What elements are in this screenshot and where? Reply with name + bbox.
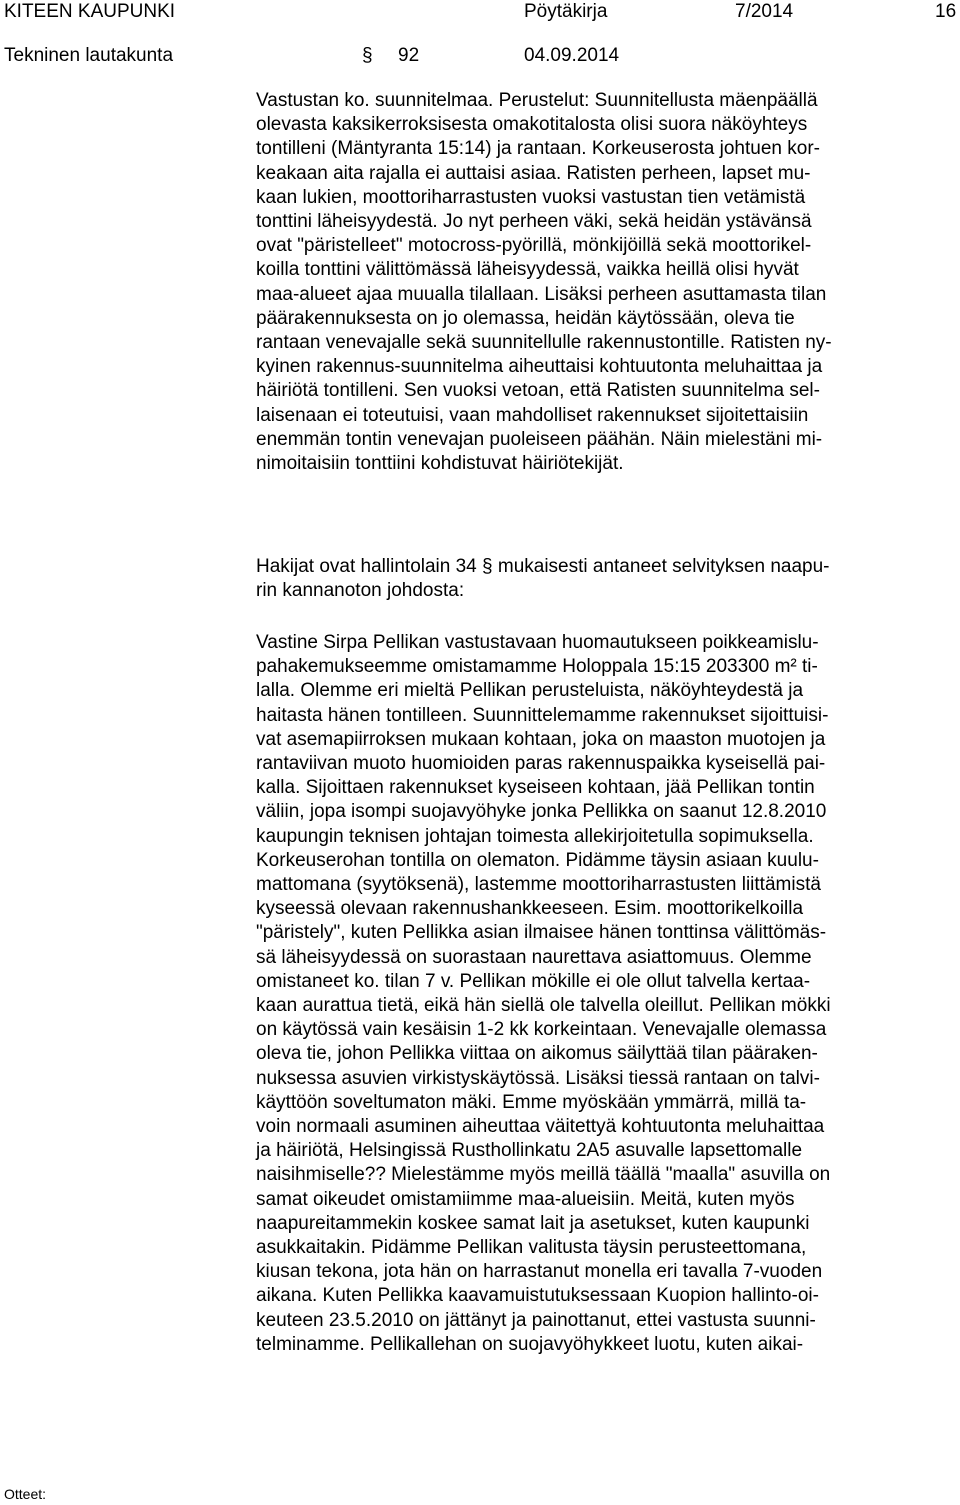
text-line: ja häiriötä, Helsingissä Rusthollinkatu 2A5 asuvalle lapsettomalle: [256, 1140, 803, 1162]
page-number: 16: [935, 1, 957, 22]
text-line: häiriötä tontilleni. Sen vuoksi vetoan, että Ratisten suunnitelma sel-: [256, 380, 820, 402]
text-line: Korkeuserohan tontilla on olematon. Pidämme täysin asiaan kuulu-: [256, 849, 819, 871]
text-line: kalla. Sijoittaen rakennukset kyseiseen kohtaan, jää Pellikan tontin: [256, 777, 815, 799]
footer-label: Otteet:: [4, 1486, 47, 1502]
hearing-paragraph: [256, 555, 958, 603]
text-line: omistaneet ko. tilan 7 v. Pellikan mökille ei ole ollut talvella kertaa-: [256, 970, 811, 992]
text-line: koilla tonttini välittömässä läheisyydessä, vaikka heillä olisi hyvät: [256, 259, 799, 281]
text-line: samat oikeudet omistamiimme maa-alueisiin. Meitä, kuten myös: [256, 1188, 795, 1210]
text-line: vat asemapiirroksen mukaan kohtaan, joka on maaston muotojen ja: [256, 728, 826, 750]
text-line: on käytössä vain kesäisin 1-2 kk korkeintaan. Venevajalle olemassa: [256, 1019, 827, 1041]
text-line: asukkaitakin. Pidämme Pellikan valitusta täysin perusteettomana,: [256, 1237, 807, 1259]
text-line: "päristely", kuten Pellikka asian ilmaisee hänen tonttinsa välittömäs-: [256, 922, 827, 944]
text-line: Vastustan ko. suunnitelmaa. Perustelut: Suunnitellusta mäenpäällä: [256, 90, 818, 111]
org-name: KITEEN KAUPUNKI: [4, 1, 176, 22]
text-line: naapureitammekin koskee samat lait ja asetukset, kuten kaupunki: [256, 1212, 810, 1234]
text-line: maa-alueet ajaa muualla tilallaan. Lisäksi perheen asuttamasta tilan: [256, 283, 827, 305]
text-line: pahakemukseemme omistamamme Holoppala 15:15 203300 m² ti-: [256, 656, 818, 678]
section-number: 92: [398, 45, 420, 66]
committee-name: Tekninen lautakunta: [4, 45, 174, 66]
response-paragraph: [256, 631, 958, 1357]
text-line: nimoitaisiin tonttiini kohdistuvat häiriötekijät.: [256, 453, 624, 475]
text-line: lalla. Olemme eri mieltä Pellikan perusteluista, näköyhteydestä ja: [256, 680, 804, 702]
text-line: rantaan venevajalle sekä suunnitellulle rakennustontille. Ratisten ny-: [256, 332, 832, 354]
text-line: enemmän tontin venevajan puoleiseen päähän. Näin mielestäni mi-: [256, 428, 823, 450]
text-line: Hakijat ovat hallintolain 34 § mukaisesti antaneet selvityksen naapu-: [256, 556, 830, 577]
text-line: väliin, jopa isompi suojavyöhyke jonka Pellikka on saanut 12.8.2010: [256, 801, 827, 823]
text-line: naisihmiselle?? Mielestämme myös meillä täällä "maalla" asuvilla on: [256, 1164, 831, 1186]
text-line: päärakennuksesta on jo olemassa, heidän käytössään, oleva tie: [256, 307, 795, 329]
text-line: haitasta hänen tontilleen. Suunnittelemamme rakennukset sijoittuisi-: [256, 704, 829, 726]
text-line: kyinen rakennus-suunnitelma aiheuttaisi kohtuutonta meluhaittaa ja: [256, 356, 823, 378]
meeting-date: 04.09.2014: [524, 45, 620, 66]
text-line: telminamme. Pellikallehan on suojavyöhykkeet luotu, kuten aikai-: [256, 1333, 804, 1355]
text-line: rantaviivan muoto huomioiden paras rakennuspaikka kyseisellä pai-: [256, 753, 826, 775]
text-line: kiusan tekona, jota hän on harrastanut monella eri tavalla 7-vuoden: [256, 1261, 823, 1283]
document-type: Pöytäkirja: [524, 1, 608, 22]
text-line: sä läheisyydessä on suorastaan naurettava asiattomuus. Olemme: [256, 946, 812, 968]
text-line: tonttini läheisyydestä. Jo nyt perheen väki, sekä heidän ystävänsä: [256, 211, 812, 233]
text-line: voin normaali asuminen aiheuttaa väitettyä kohtuutonta meluhaittaa: [256, 1116, 825, 1138]
text-line: aikana. Kuten Pellikka kaavamuistutuksessaan Kuopion hallinto-oi-: [256, 1285, 819, 1307]
text-line: oleva tie, johon Pellikka viittaa on aikomus säilyttää tilan pääraken-: [256, 1043, 818, 1065]
text-line: Vastine Sirpa Pellikan vastustavaan huomautukseen poikkeamislu-: [256, 632, 819, 653]
text-line: keuteen 23.5.2010 on jättänyt ja painottanut, ettei vastusta suunni-: [256, 1309, 816, 1331]
text-line: kaan lukien, moottoriharrastusten vuoksi vastustan tien vetämistä: [256, 186, 806, 208]
text-line: käyttöön soveltumaton mäki. Emme myöskään ymmärrä, millä ta-: [256, 1091, 807, 1113]
text-line: nuksessa asuvien virkistyskäytössä. Lisäksi tiessä rantaan on talvi-: [256, 1067, 820, 1089]
text-line: laisenaan ei toteutuisi, vaan mahdolliset rakennukset sijoitettaisiin: [256, 404, 809, 426]
text-line: kaupungin teknisen johtajan toimesta allekirjoitetulla sopimuksella.: [256, 825, 814, 847]
text-line: keakaan aita rajalla ei auttaisi asiaa. Ratisten perheen, lapset mu-: [256, 162, 811, 184]
section-icon: §: [362, 45, 373, 66]
text-line: kaan aurattua tietä, eikä hän siellä ole talvella oleillut. Pellikan mökki: [256, 995, 831, 1017]
text-line: mattomana (syytöksenä), lastemme moottoriharrastusten liittämistä: [256, 874, 821, 896]
text-line: kyseessä olevaan rakennushankkeeseen. Esim. moottorikelkoilla: [256, 898, 804, 920]
issue-number: 7/2014: [735, 1, 794, 22]
text-line: olevasta kaksikerroksisesta omakotitalosta olisi suora näköyhteys: [256, 114, 808, 136]
objection-paragraph: [256, 89, 958, 476]
text-line: ovat "päristelleet" motocross-pyörillä, mönkijöillä sekä moottorikel-: [256, 235, 812, 257]
text-line: tontilleni (Mäntyranta 15:14) ja rantaan. Korkeuserosta johtuen kor-: [256, 138, 820, 160]
text-line: rin kannanoton johdosta:: [256, 580, 465, 602]
